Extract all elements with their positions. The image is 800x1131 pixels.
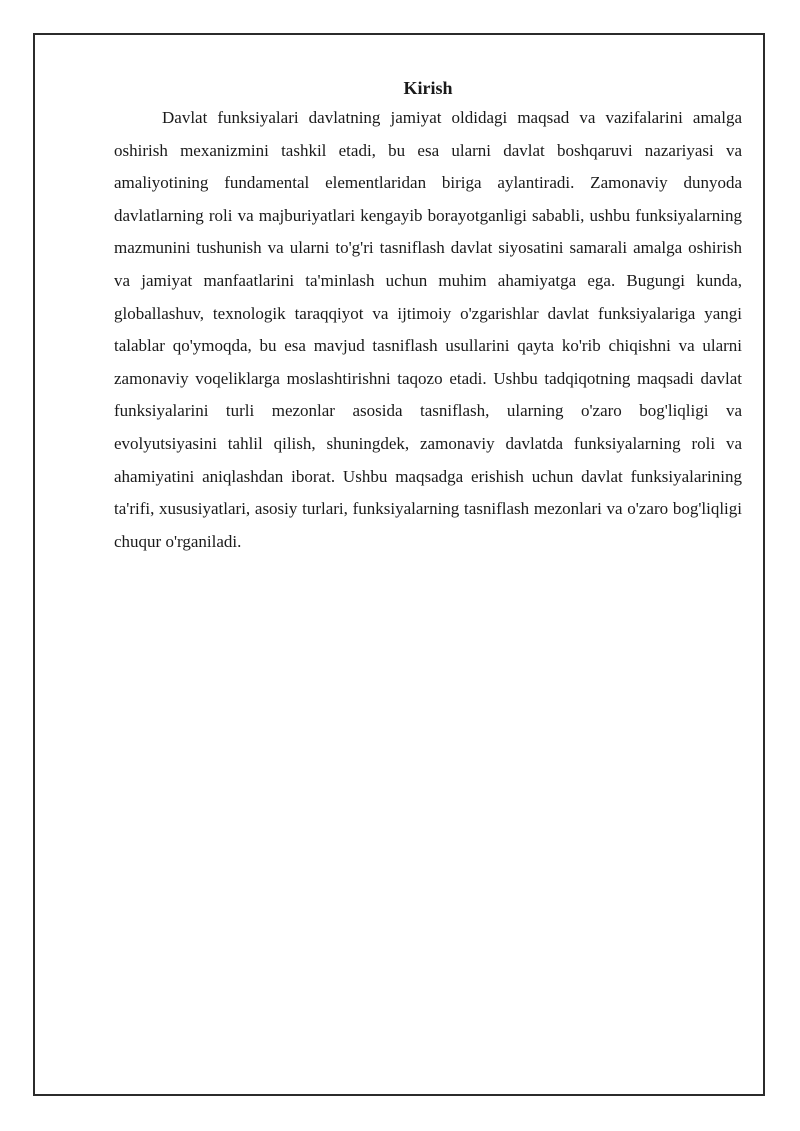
intro-paragraph: Davlat funksiyalari davlatning jamiyat oldidagi maqsad va vazifalarini amalga oshirish mexanizmini tashkil etadi, bu esa ularni davlat boshqaruvi nazariyasi va amaliyotining fundamental elementlaridan biriga aylantiradi. Zamonaviy dunyoda davlatlarning roli va majburiyatlari kengayib borayotganligi sababli, ushbu funksiyalarning mazmunini tushunish va ularni to'g'ri tasniflash davlat siyosatini samarali amalga oshirish va jamiyat manfaatlarini ta'minlash uchun muhim ahamiyatga ega. Bugungi kunda, globallashuv, texnologik taraqqiyot va ijtimoiy o'zgarishlar davlat funksiyalariga yangi talablar qo'ymoqda, bu esa mavjud tasniflash usullarini qayta ko'rib chiqishni va ularni zamonaviy voqeliklarga moslashtirishni taqozo etadi. Ushbu tadqiqotning maqsadi davlat funksiyalarini turli mezonlar asosida tasniflash, ularning o'zaro bog'liqligi va evolyutsiyasini tahlil qilish, shuningdek, zamonaviy davlatda funksiyalarning roli va ahamiyatini aniqlashdan iborat. Ushbu maqsadga erishish uchun davlat funksiyalarining ta'rifi, xususiyatlari, asosiy turlari, funksiyalarning tasniflash mezonlari va o'zaro bog'liqligi chuqur o'rganiladi. xyxy=(114,108,742,551)
document-body xyxy=(114,76,742,558)
section-title: Kirish xyxy=(403,78,453,98)
